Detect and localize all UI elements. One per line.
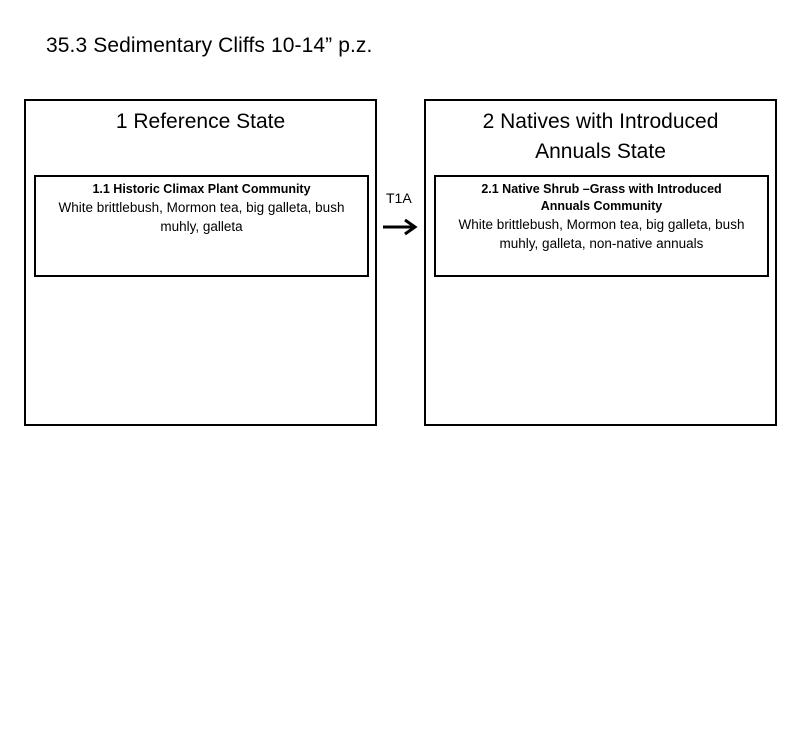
right-arrow-icon [382,218,420,236]
community-box-native-shrub-grass [434,175,769,277]
community-species: White brittlebush, Mormon tea, big galleta, bush muhly, galleta [58,200,345,234]
state-box-reference [24,99,377,426]
transition-label-t1a: T1A [386,190,412,206]
community-name-line1: 2.1 Native Shrub –Grass with Introduced [481,182,722,196]
community-species: White brittlebush, Mormon tea, big galleta, bush muhly, galleta, non-native annuals [458,217,745,251]
state-title-natives-introduced-annuals [426,107,775,167]
state-title-reference: 1 Reference State [115,110,286,133]
community-name: 1.1 Historic Climax Plant Community [92,182,311,196]
community-box-historic-climax [34,175,369,277]
community-name-line2: Annuals Community [540,199,663,213]
state-box-natives-introduced-annuals [424,99,777,426]
state-title-line1: 2 Natives with Introduced [482,110,719,133]
page-title: 35.3 Sedimentary Cliffs 10-14” p.z. [46,34,373,57]
state-title-line2: Annuals State [535,140,666,163]
